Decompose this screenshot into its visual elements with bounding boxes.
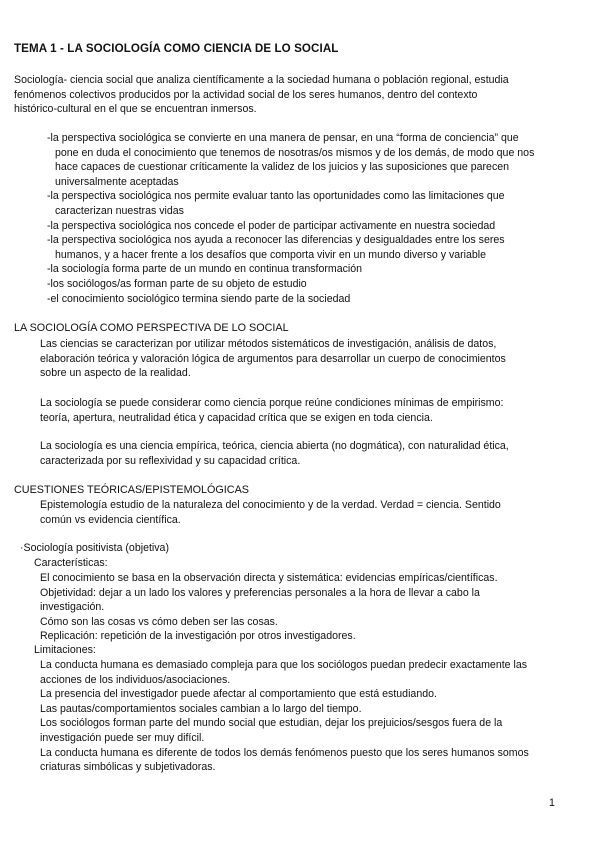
list-item: -la sociología forma parte de un mundo en continua transformación	[47, 263, 363, 276]
text-line: Las ciencias se caracterizan por utilizar métodos sistemáticos de investigación, análisis de datos,	[40, 338, 497, 350]
text-line: teoría, apertura, neutralidad ética y capacidad crítica que se exigen en toda ciencia.	[40, 411, 433, 424]
paragraph-empirica	[40, 439, 560, 468]
list-item: Objetividad: dejar a un lado los valores y preferencias personales a la hora de llevar a cabo la	[40, 586, 480, 599]
list-item: La conducta humana es diferente de todos los demás fenómenos puesto que los seres humanos somos	[40, 746, 529, 759]
list-item: criaturas simbólicas y subjetivadoras.	[40, 761, 216, 774]
text-line: La sociología se puede considerar como ciencia porque reúne condiciones mínimas de empirismo:	[40, 397, 504, 409]
intro-paragraph	[14, 73, 554, 117]
list-item: -la perspectiva sociológica nos permite evaluar tanto las oportunidades como las limitaciones que	[47, 190, 505, 203]
paragraph-ciencias	[40, 337, 560, 381]
list-item: La conducta humana es demasiado compleja para que los sociólogos puedan predecir exactamente las	[40, 659, 528, 671]
text-line: elaboración teórica y valoración lógica de argumentos para desarrollar un cuerpo de conocimientos	[40, 352, 506, 365]
characteristics-list	[40, 571, 560, 644]
section-heading-epistemology: CUESTIONES TEÓRICAS/EPISTEMOLÓGICAS	[14, 484, 249, 496]
list-item: Los sociólogos forman parte del mundo social que estudian, dejar los prejuicios/sesgos fuera de la	[40, 717, 503, 730]
list-item: La presencia del investigador puede afectar al comportamiento que está estudiando.	[40, 688, 437, 701]
section-heading-perspective: LA SOCIOLOGÍA COMO PERSPECTIVA DE LO SOCIAL	[14, 322, 289, 334]
perspective-bullet-list	[47, 131, 557, 306]
text-line: Epistemología estudio de la naturaleza del conocimiento y de la verdad. Verdad = ciencia. Sentido	[40, 499, 501, 511]
list-item: -el conocimiento sociológico termina siendo parte de la sociedad	[47, 292, 351, 305]
text-line: común vs evidencia científica.	[40, 513, 181, 526]
text-line: histórico-cultural en el que se encuentran inmersos.	[14, 103, 257, 116]
list-item: Replicación: repetición de la investigación por otros investigadores.	[40, 630, 356, 643]
list-item: El conocimiento se basa en la observación directa y sistemática: evidencias empíricas/científicas.	[40, 572, 498, 584]
subheading-positivist: ·Sociología positivista (objetiva)	[20, 542, 169, 554]
list-item: -la perspectiva sociológica nos ayuda a reconocer las diferencias y desigualdades entre los seres	[47, 234, 505, 247]
text-line: sobre un aspecto de la realidad.	[40, 367, 191, 380]
list-item-cont: humanos, y a hacer frente a los desafíos que comporta vivir en un mundo diverso y variable	[55, 248, 487, 261]
limitations-list	[40, 658, 560, 775]
limitations-label: Limitaciones:	[34, 644, 96, 656]
text-line: fenómenos colectivos producidos por la actividad social de los seres humanos, dentro del contexto	[14, 88, 478, 101]
list-item: -la perspectiva sociológica nos concede el poder de participar activamente en nuestra sociedad	[47, 219, 496, 232]
text-line: Sociología- ciencia social que analiza científicamente a la sociedad humana o población regional, estudia	[14, 74, 509, 86]
list-item: investigación.	[40, 601, 105, 614]
list-item: Cómo son las cosas vs cómo deben ser las cosas.	[40, 615, 278, 628]
list-item: investigación puede ser muy difícil.	[40, 731, 205, 744]
paragraph-ciencia	[40, 396, 560, 425]
list-item-cont: caracterizan nuestras vidas	[55, 204, 184, 217]
list-item: -los sociólogos/as forman parte de su objeto de estudio	[47, 277, 307, 290]
page-title: TEMA 1 - LA SOCIOLOGÍA COMO CIENCIA DE LO SOCIAL	[14, 42, 339, 55]
page-number: 1	[549, 797, 555, 809]
list-item: Las pautas/comportamientos sociales cambian a lo largo del tiempo.	[40, 702, 362, 715]
text-line: La sociología es una ciencia empírica, teórica, ciencia abierta (no dogmática), con naturalidad ética,	[40, 440, 509, 452]
list-item-cont: hace capaces de cuestionar críticamente la validez de los juicios y las suposiciones que parecen	[55, 161, 510, 174]
paragraph-epistemologia	[40, 498, 560, 527]
list-item: acciones de los individuos/asociaciones.	[40, 673, 231, 686]
text-line: caracterizada por su reflexividad y su capacidad crítica.	[40, 454, 301, 467]
list-item: -la perspectiva sociológica se convierte en una manera de pensar, en una “forma de conciencia” que	[47, 132, 519, 144]
list-item-cont: pone en duda el conocimiento que tenemos de nosotras/os mismos y de los demás, de modo que nos	[55, 146, 535, 159]
characteristics-label: Características:	[34, 557, 108, 569]
list-item-cont: universalmente aceptadas	[55, 175, 179, 188]
